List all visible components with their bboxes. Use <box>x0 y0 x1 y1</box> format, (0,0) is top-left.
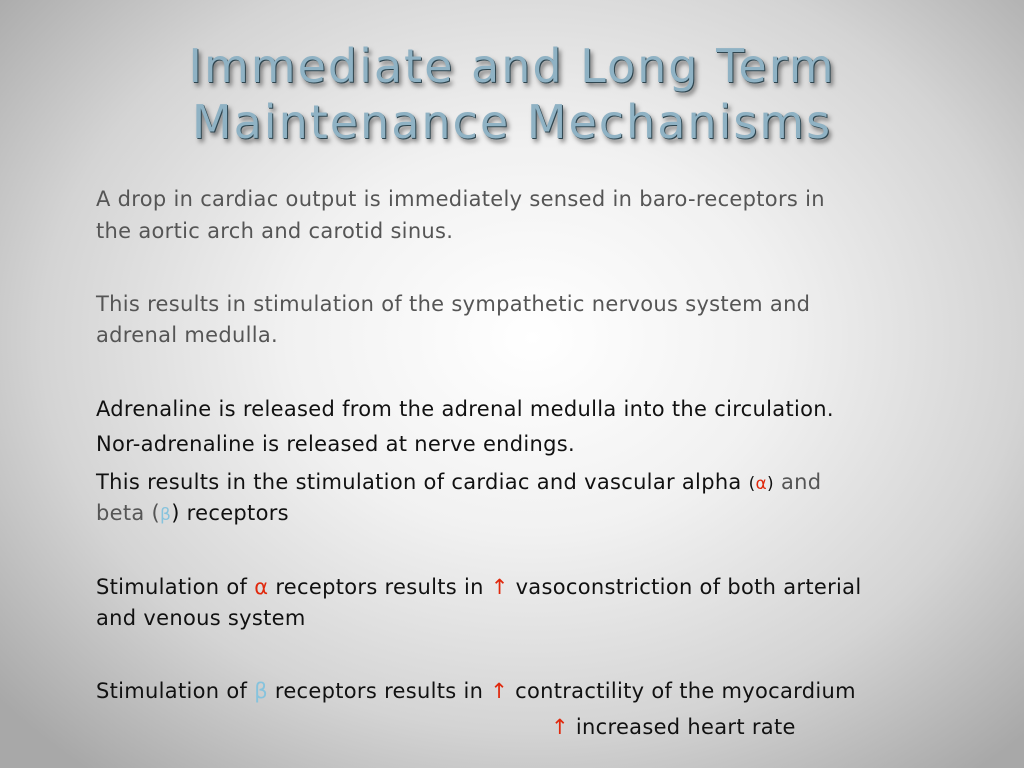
paragraph-3: Adrenaline is released from the adrenal medulla into the circulation. <box>96 397 834 421</box>
p7-text-b: receptors results in <box>267 679 491 703</box>
paragraph-6-line-1 <box>96 575 862 599</box>
paragraph-7-line-1 <box>96 679 856 703</box>
paragraph-2-line-2: adrenal medulla. <box>96 323 279 347</box>
up-arrow-icon: ↑ <box>490 575 509 599</box>
beta-symbol: β <box>160 505 172 525</box>
receptors-label: ) receptors <box>171 501 289 525</box>
alpha-symbol: α <box>755 474 768 494</box>
paragraph-6-line-2: and venous system <box>96 606 306 630</box>
slide-body <box>96 0 976 768</box>
up-arrow-icon: ↑ <box>551 715 569 739</box>
paragraph-2-line-1: This results in stimulation of the sympathetic nervous system and <box>96 292 811 316</box>
paragraph-1-line-1: A drop in cardiac output is immediately sensed in baro-receptors in <box>96 187 825 211</box>
paragraph-1-line-2: the aortic arch and carotid sinus. <box>96 219 454 243</box>
beta-label: beta ( <box>96 501 161 525</box>
p6-text-a: Stimulation of <box>96 575 255 599</box>
paragraph-5-line-2 <box>96 501 289 525</box>
p7-text-a: Stimulation of <box>96 679 255 703</box>
alpha-symbol-2: α <box>254 575 269 599</box>
title-line-1: Immediate and Long Term <box>188 39 836 93</box>
paragraph-7-line-2 <box>551 715 796 739</box>
up-arrow-icon: ↑ <box>490 679 509 703</box>
p6-text-b: receptors results in <box>268 575 491 599</box>
paren-close: ) <box>767 474 774 494</box>
p7-text-c: contractility of the myocardium <box>508 679 856 703</box>
paragraph-5-and: and <box>773 470 822 494</box>
title-line-2: Maintenance Mechanisms <box>191 95 833 149</box>
beta-symbol-2: β <box>254 679 268 703</box>
p6-text-c: vasoconstriction of both arterial <box>508 575 862 599</box>
paren-open: ( <box>748 474 756 494</box>
heart-rate-text: increased heart rate <box>568 715 796 739</box>
paragraph-5-text: This results in the stimulation of cardiac and vascular alpha <box>96 470 749 494</box>
paragraph-4: Nor-adrenaline is released at nerve endings. <box>96 432 576 456</box>
paragraph-5-line-1 <box>96 470 821 494</box>
